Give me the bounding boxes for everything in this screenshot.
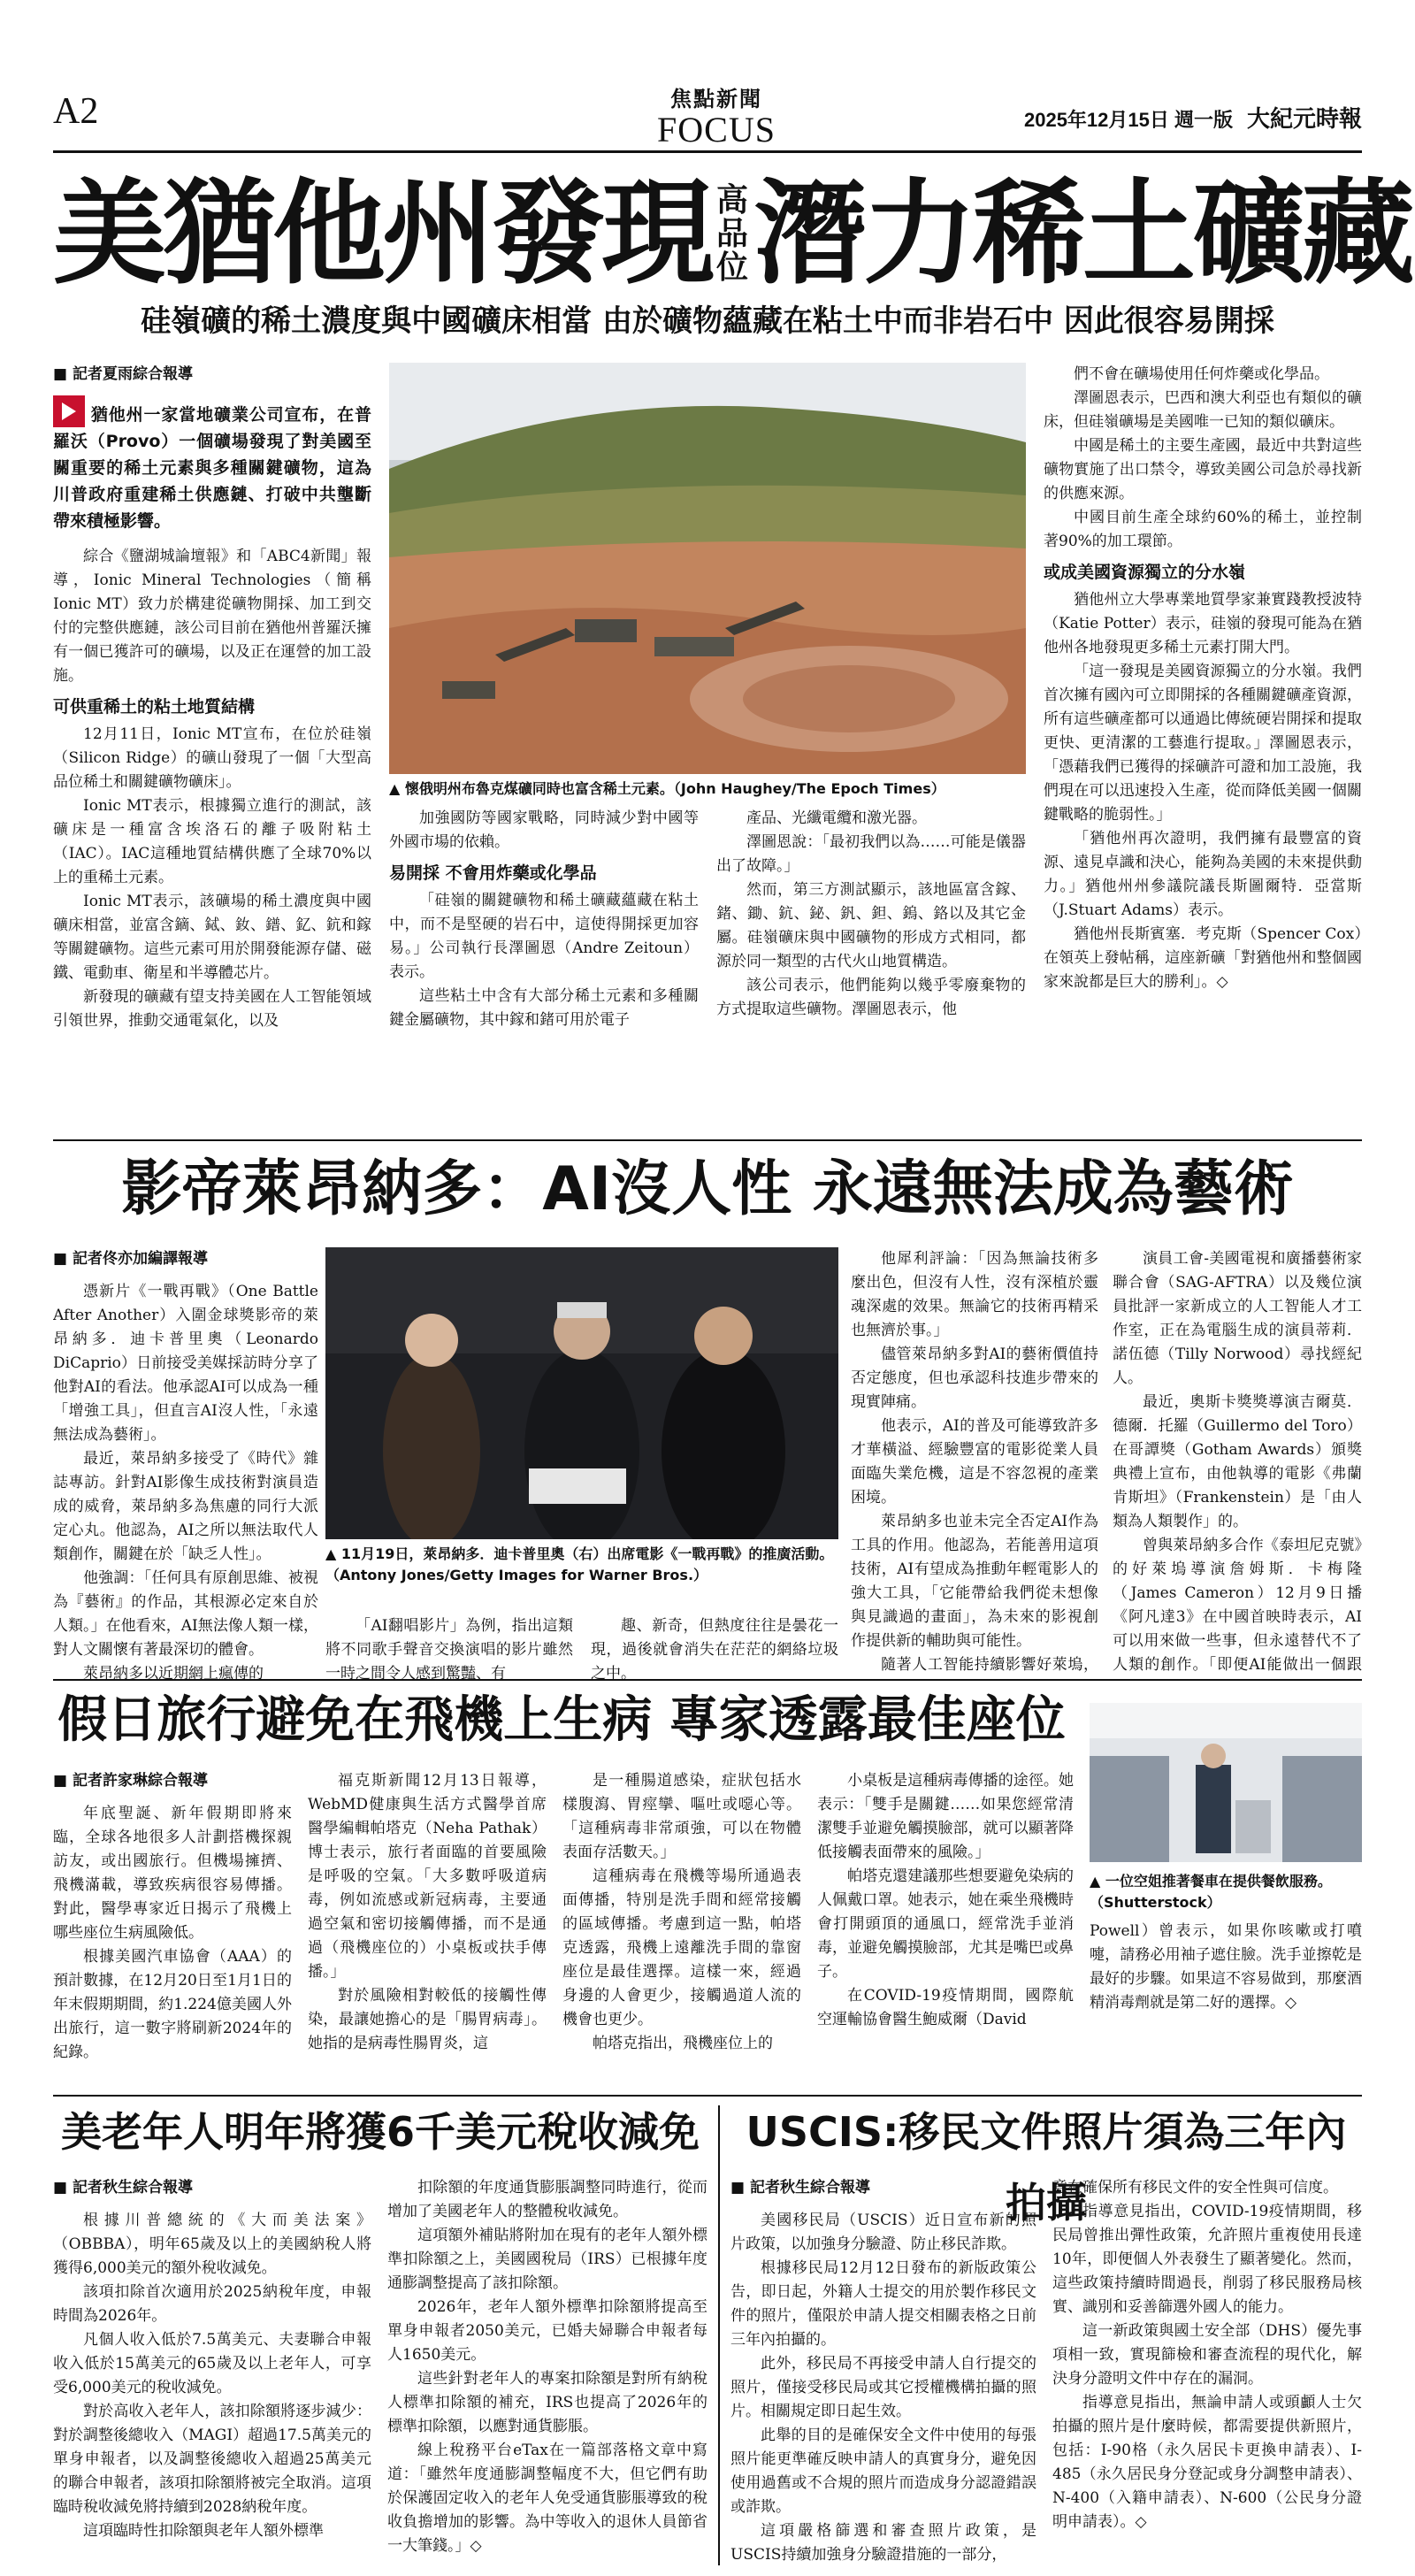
masthead: [53, 81, 1362, 150]
paragraph: 指導意見指出，無論申請人或頭顱人士欠拍攝的照片是什麼時候，都需要提供新照片，包括：I-90格（永久居民卡更換申請表）、I-485（永久居民身分登記或身分調整申請表）、N-400（入籍申請表）、N-600（公民身分證明申請表）。◇: [1052, 2394, 1362, 2531]
section-logo: [619, 81, 814, 148]
story1-lead: [53, 395, 371, 534]
paragraph: 澤圖恩表示，巴西和澳大利亞也有類似的礦床，但硅嶺礦場是美國唯一已知的類似礦床。: [1044, 389, 1362, 431]
story4-headline: 美老年人明年將獲6千美元稅收減免: [60, 2108, 700, 2156]
paragraph: 該公司表示，他們能夠以幾乎零廢棄物的方式提取這些礦物。澤圖恩表示，他: [716, 977, 1026, 1018]
paragraph: 他強調：「任何具有原創思維、被視為『藝術』的作品，其根源必定來自於人類。」在他看來，AI無法像人類一樣，對人文關懷有著最深切的體會。: [53, 1569, 318, 1659]
paragraph: 年底聖誕、新年假期即將來臨，全球各地很多人計劃搭機探親訪友，或出國旅行。但機場擁擠、飛機滿載，導致疾病很容易傳播。對此，醫學專家近日揭示了飛機上哪些座位生病風險低。: [53, 1805, 292, 1942]
paragraph: 憑新片《一戰再戰》（One Battle After Another）入圍金球獎影帝的萊昂納多．迪卡普里奧（Leonardo DiCaprio）日前接受美媒採訪時分享了他對AI的看法。他承認AI可以成為一種「增強工具」，但直言AI沒人性，「永遠無法成為藝術」。: [53, 1283, 318, 1444]
airplane-cabin-image: [1090, 1703, 1362, 1862]
story2-column-3: [591, 1614, 838, 1685]
story2-headline: 影帝萊昂納多：AI沒人性 永遠無法成為藝術: [121, 1154, 1294, 1224]
story1-column-3: [716, 807, 1026, 1178]
story2-column-1: [53, 1247, 318, 1681]
page-number: A2: [53, 91, 99, 132]
story3-column-3: [562, 1769, 801, 2088]
dateline: [1024, 101, 1362, 134]
paragraph: 扣除額的年度通貨膨脹調整同時進行，從而增加了美國老年人的整體稅收減免。: [387, 2179, 708, 2220]
story3-column-4: [817, 1769, 1074, 2088]
paragraph: 美國移民局（USCIS）近日宣布新的照片政策，以加強身分驗證、防止移民詐欺。: [730, 2212, 1036, 2253]
paragraph: 澤圖恩說：「最初我們以為……可能是儀器出了故障。」: [716, 833, 1026, 875]
paragraph: 根據移民局12月12日發布的新版政策公告，即日起，外籍人士提交的用於製作移民文件的照片，僅限於申請人提交相關表格之日前三年內拍攝的。: [730, 2259, 1036, 2349]
paragraph: 中國目前生產全球約60%的稀土，並控制著90%的加工環節。: [1044, 509, 1362, 550]
paragraph: 根據美國汽車協會（AAA）的預計數據，在12月20日至1月1日的年末假期期間，約1.224億美國人外出旅行，這一數字將刷新2024年的紀錄。: [53, 1948, 292, 2061]
mine-landscape-image: [389, 363, 1026, 774]
paragraph: 新發現的礦藏有望支持美國在人工智能領域引領世界，推動交通電氣化，以及: [53, 988, 371, 1030]
story1-subhead-3: 或成美國資源獨立的分水嶺: [1044, 563, 1246, 582]
lead-text: 猶他州一家當地礦業公司宣布，在普羅沃（Provo）一個礦場發現了對美國至關重要的稀土元素與多種關鍵礦物，這為川普政府重建稀土供應鏈、打破中共壟斷帶來積極影響。: [53, 405, 371, 531]
story4-column-1: [53, 2176, 371, 2565]
issue-date: 2025年12月15日 週一版: [1023, 109, 1233, 131]
paragraph: 趣、新奇，但熱度往往是曇花一現，過後就會消失在茫茫的網絡垃圾之中。: [591, 1617, 838, 1683]
paragraph: 綜合《鹽湖城論壇報》和「ABC4新聞」報導，Ionic Mineral Technologies（簡稱Ionic MT）致力於構建從礦物開採、加工到交付的完整供應鏈，該公司目前在猶他州普羅沃擁有一個已獲許可的礦場，以及正在運營的加工設施。: [53, 548, 371, 685]
paragraph: 帕塔克還建議那些想要避免染病的人佩戴口罩。她表示，她在乘坐飛機時會打開頭頂的通風口，經常洗手並消毒，並避免觸摸臉部，尤其是嘴巴或鼻子。: [817, 1867, 1074, 1981]
paragraph: 對於高收入老年人，該扣除額將逐步減少：對於調整後總收入（MAGI）超過17.5萬美元的單身申報者，以及調整後總收入超過25萬美元的聯合申報者，該項扣除額將被完全取消。這項臨時稅收減免將持續到2028納稅年度。: [53, 2403, 371, 2516]
story5-column-1: [730, 2176, 1036, 2565]
story1-headline-left: 美猶他州發現: [53, 168, 712, 300]
paragraph: 指導意見指出，COVID-19疫情期間，移民局曾推出彈性政策，允許照片重複使用長達10年，即便個人外表發生了顯著變化。然而，這些政策持續時間過長，削弱了移民服務局核實、識別和妥善篩選外國人的能力。: [1052, 2203, 1362, 2316]
paragraph: 對於風險相對較低的接觸性傳染，最讓她擔心的是「腸胃病毒」。她指的是病毒性腸胃炎，這: [308, 1987, 547, 2052]
story1-photo-mine: [389, 363, 1026, 774]
story2-column-4: [851, 1247, 1098, 1681]
story3-column-5: [1090, 1920, 1362, 2088]
story5-byline: ■ 記者秋生綜合報導: [730, 2176, 1036, 2200]
paragraph: 12月11日，Ionic MT宣布，在位於硅嶺（Silicon Ridge）的礦山發現了一個「大型高品位稀土和關鍵礦物礦床」。: [53, 725, 371, 791]
paragraph: 演員工會-美國電視和廣播藝術家聯合會（SAG-AFTRA）以及幾位演員批評一家新成立的人工智能人才工作室，正在為電腦生成的演員蒂莉．諾伍德（Tilly Norwood）尋找經紀人。: [1113, 1250, 1362, 1387]
paragraph: 中國是稀土的主要生產國，最近中共對這些礦物實施了出口禁令，導致美國公司急於尋找新的供應來源。: [1044, 437, 1362, 502]
story2-column-2: [325, 1614, 573, 1685]
paragraph: Powell）曾表示，如果你咳嗽或打噴嚏，請務必用袖子遮住臉。洗手並擦乾是最好的步驟。如果這不容易做到，那麼酒精消毒劑就是第二好的選擇。◇: [1090, 1922, 1362, 2012]
story1-column-1: [53, 363, 371, 1177]
paragraph: 這種病毒在飛機等場所通過表面傳播，特別是洗手間和經常接觸的區域傳播。考慮到這一點，帕塔克透露，飛機上遠離洗手間的靠窗座位是最佳選擇。這樣一來，經過身邊的人會更少，接觸過道人流的機會也更少。: [562, 1867, 801, 2028]
paragraph: 凡個人收入低於7.5萬美元、夫妻聯合申報收入低於15萬美元的65歲及以上老年人，可享受6,000美元的稅收減免。: [53, 2331, 371, 2396]
story2-byline: ■ 記者佟亦加編譯報導: [53, 1247, 318, 1271]
paragraph: 意在確保所有移民文件的安全性與可信度。: [1052, 2179, 1338, 2196]
paragraph: 「這一發現是美國資源獨立的分水嶺。我們首次擁有國內可立即開採的各種關鍵礦產資源，所有這些礦產都可以通過比傳統硬岩開採和提取更快、更清潔的工藝進行提取。」澤圖恩表示，「憑藉我們已獲得的採礦許可證和加工設施，我們現在可以迅速投入生產，從而降低美國一個關鍵戰略的脆弱性。」: [1044, 663, 1362, 824]
paragraph: Ionic MT表示，根據獨立進行的測試，該礦床是一種富含埃洛石的離子吸附粘土（IAC）。IAC這種地質結構供應了全球70%以上的重稀土元素。: [53, 797, 371, 886]
paragraph: 他表示，AI的普及可能導致許多才華橫溢、經驗豐富的電影從業人員面臨失業危機，這是不容忽視的產業困境。: [851, 1417, 1098, 1506]
paragraph: 最近，萊昂納多接受了《時代》雜誌專訪。針對AI影像生成技術對演員造成的威脅，萊昂納多為焦慮的同行大派定心丸。他認為，AI之所以無法取代人類創作，關鍵在於「缺乏人性」。: [53, 1450, 318, 1563]
paragraph: 「AI翻唱影片」為例，指出這類將不同歌手聲音交換演唱的影片雖然一時之間令人感到驚豔、有: [325, 1617, 573, 1683]
paragraph: 然而，第三方測試顯示，該地區富含鎵、鍺、鋤、鈧、鉍、釩、鉭、鎢、鉻以及其它金屬。硅嶺礦床與中國礦物的形成方式相同，都源於同一類型的古代火山地質構造。: [716, 881, 1026, 970]
paragraph: 萊昂納多以近期網上瘋傳的: [83, 1665, 264, 1681]
paragraph: 這項嚴格篩選和審查照片政策，是USCIS持續加強身分驗證措施的一部分，: [730, 2522, 1036, 2564]
section-name-en: FOCUS: [657, 110, 776, 150]
story1-column-4: [1044, 363, 1362, 1177]
masthead-rule: [53, 150, 1362, 153]
story4-column-2: [387, 2176, 708, 2565]
paragraph: 該項扣除首次適用於2025納稅年度，申報時間為2026年。: [53, 2283, 371, 2325]
story1-byline: ■ 記者夏雨綜合報導: [53, 363, 371, 387]
stack-char: 位: [716, 249, 749, 286]
column-divider: [718, 2105, 720, 2565]
paragraph: 這些針對老年人的專案扣除額是對所有納稅人標準扣除額的補充，IRS也提高了2026年的標準扣除額，以應對通貨膨脹。: [387, 2370, 708, 2435]
paragraph: 這一新政策與國土安全部（DHS）優先事項相一致，實現篩檢和審查流程的現代化，解決身分證明文件中存在的漏洞。: [1052, 2322, 1362, 2388]
paragraph: 是一種腸道感染，症狀包括水樣腹瀉、胃痙攣、嘔吐或噁心等。「這種病毒非常頑強，可以在物體表面存活數天。」: [562, 1772, 801, 1861]
story1-subheadline: 硅嶺礦的稀土濃度與中國礦床相當 由於礦物蘊藏在粘土中而非岩石中 因此很容易開採: [141, 303, 1274, 339]
story3-column-2: [308, 1769, 547, 2088]
paragraph: 線上稅務平台eTax在一篇部落格文章中寫道：「雖然年度通膨調整幅度不大，但它們有助於保護固定收入的老年人免受通貨膨脹導致的稅收負擔增加的影響。為中等收入的退休人員節省一大筆錢。」◇: [387, 2442, 708, 2555]
story3-byline: ■ 記者許家琳綜合報導: [53, 1769, 292, 1793]
paragraph: 福克斯新聞12月13日報導，WebMD健康與生活方式醫學首席醫學編輯帕塔克（Neha Pathak）博士表示，旅行者面臨的首要風險是呼吸的空氣。「大多數呼吸道病毒，例如流感或新冠病毒，主要通過空氣和密切接觸傳播，而不是通過（飛機座位的）小桌板或扶手傳播。」: [308, 1772, 547, 1981]
story5-column-2: [1052, 2176, 1362, 2565]
paragraph: 產品、光纖電纜和激光器。: [746, 809, 927, 827]
paragraph: 此外，移民局不再接受申請人自行提交的照片，僅接受移民局或其它授權機構拍攝的照片。相關規定即日起生效。: [730, 2355, 1036, 2420]
paragraph: 此舉的目的是確保安全文件中使用的每張照片能更準確反映申請人的真實身分，避免因使用過舊或不合規的照片而造成身分認證錯誤或詐欺。: [730, 2426, 1036, 2516]
stack-char: 高: [716, 182, 749, 218]
story3-photo-cabin: [1090, 1703, 1362, 1862]
story3-photo-caption: ▲ 一位空姐推著餐車在提供餐飲服務。（Shutterstock）: [1090, 1871, 1362, 1913]
paragraph: 曾與萊昂納多合作《泰坦尼克號》的好萊塢導演詹姆斯．卡梅隆（James Cameron）12月9日播《阿凡達3》在中國首映時表示，AI可以用來做一些事，但永遠替代不了人類的創作。「即便AI能做出一個跟: [1113, 1537, 1362, 1674]
paragraph: 加強國防等國家戰略，同時減少對中國等外國市場的依賴。: [389, 809, 699, 851]
story1-headline-right: 潛力稀土礦藏: [753, 168, 1412, 300]
story1-subhead-2: 易開採 不會用炸藥或化學品: [389, 863, 597, 883]
paragraph: 們不會在礦場使用任何炸藥或化學品。: [1074, 365, 1329, 383]
paragraph: 2026年，老年人額外標準扣除額將提高至單身申報者2050美元，已婚夫婦聯合申報者每人1650美元。: [387, 2298, 708, 2364]
paragraph: 猶他州立大學專業地質學家兼實踐教授波特（Katie Potter）表示，硅嶺的發現可能為在猶他州各地發現更多稀土元素打開大門。: [1044, 591, 1362, 656]
paragraph: 最近，奧斯卡獎獎導演吉爾莫．德爾．托羅（Guillermo del Toro）在哥譚獎（Gotham Awards）頒獎典禮上宣布，由他執導的電影《弗蘭肯斯坦》（Frankenstein）是「由人類為人類製作」的。: [1113, 1393, 1362, 1530]
paragraph: 小桌板是這種病毒傳播的途徑。她表示：「雙手是關鍵……如果您經常清潔雙手並避免觸摸臉部，就可以顯著降低接觸表面帶來的風險。」: [817, 1772, 1074, 1861]
paragraph: 這項臨時性扣除額與老年人額外標準: [83, 2522, 324, 2540]
paragraph: 隨著人工智能持續影響好萊塢，: [881, 1656, 1098, 1674]
paragraph: 根據川普總統的《大而美法案》（OBBBA），明年65歲及以上的美國納稅人將獲得6,000美元的額外稅收減免。: [53, 2212, 371, 2277]
story3-headline: 假日旅行避免在飛機上生病 專家透露最佳座位: [57, 1691, 1066, 1749]
paragraph: 「猶他州再次證明，我們擁有最豐富的資源、遠見卓識和決心，能夠為美國的未來提供動力。」猶他州州參議院議長斯圖爾特．亞當斯（J.Stuart Adams）表示。: [1044, 830, 1362, 919]
story2-photo-event: [325, 1247, 838, 1539]
paragraph: 「硅嶺的關鍵礦物和稀土礦藏蘊藏在粘土中，而不是堅硬的岩石中，這使得開採更加容易。」公司執行長澤圖恩（Andre Zeitoun）表示。: [389, 892, 699, 981]
story1-column-2: [389, 807, 699, 1178]
section-name-cn: 焦點新聞: [670, 86, 762, 111]
paragraph: Ionic MT表示，該礦場的稀土濃度與中國礦床相當，並富含鏑、鋱、釹、鐠、釔、鈧和鎵等關鍵礦物。這些元素可用於開發能源存儲、磁鐵、電動車、衛星和半導體芯片。: [53, 893, 371, 982]
story1-headline-stack: [716, 184, 748, 285]
paragraph: 萊昂納多也並未完全否定AI作為工具的作用。他認為，若能善用這項技術，AI有望成為推動年輕電影人的強大工具，「它能帶給我們從未想像與見識過的畫面」，為未來的影視創作提供新的輔助與可能性。: [851, 1513, 1098, 1650]
paragraph: 帕塔克指出，飛機座位上的: [593, 2035, 773, 2052]
story1-photo-caption: ▲ 懷俄明州布魯克煤礦同時也富含稀土元素。（John Haughey/The Epoch Times）: [389, 778, 1026, 800]
event-stage-image: [325, 1247, 838, 1539]
paragraph: 在COVID-19疫情期間，國際航空運輸協會醫生鮑威爾（David: [817, 1987, 1074, 2028]
paragraph: 這項額外補貼將附加在現有的老年人額外標準扣除額之上，美國國稅局（IRS）已根據年度通膨調整提高了該扣除額。: [387, 2227, 708, 2292]
story1-subhead-1: 可供重稀土的粘土地質結構: [53, 697, 256, 717]
story2-column-5: [1113, 1247, 1362, 1681]
story1-headline: [53, 159, 1412, 310]
paragraph: 這些粘土中含有大部分稀土元素和多種關鍵金屬礦物，其中鎵和鍺可用於電子: [389, 987, 699, 1029]
story3-column-1: [53, 1769, 292, 2088]
story2-photo-caption: ▲ 11月19日，萊昂納多．迪卡普里奧（右）出席電影《一戰再戰》的推廣活動。（Antony Jones/Getty Images for Warner Bros.）: [325, 1544, 838, 1586]
stack-char: 品: [716, 216, 749, 252]
paragraph: 猶他州長斯賓塞．考克斯（Spencer Cox）在領英上發帖稱，這座新礦「對猶他州和整個國家來說都是巨大的勝利」。◇: [1044, 925, 1362, 991]
paragraph: 他犀利評論：「因為無論技術多麼出色，但沒有人性，沒有深植於靈魂深處的效果。無論它的技術再精采也無濟於事。」: [851, 1250, 1098, 1339]
story4-byline: ■ 記者秋生綜合報導: [53, 2176, 371, 2200]
paper-name: 大紀元時報: [1246, 106, 1362, 133]
paragraph: 儘管萊昂納多對AI的藝術價值持否定態度，但也承認科技進步帶來的現實陣痛。: [851, 1346, 1098, 1411]
story5-headline: USCIS:移民文件照片須為三年內拍攝: [746, 2108, 1347, 2227]
lead-marker-icon: [53, 395, 85, 427]
